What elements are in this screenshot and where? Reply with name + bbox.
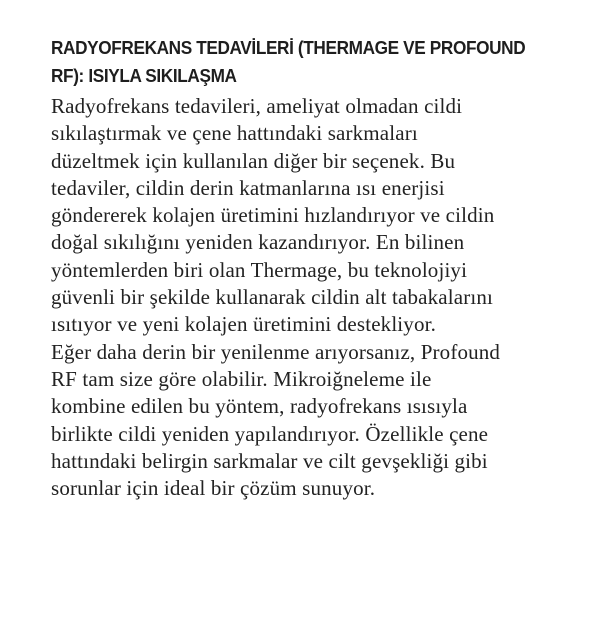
body-line: birlikte cildi yeniden yapılandırıyor. Özellikle çene	[51, 421, 489, 446]
heading-line-1: RADYOFREKANS TEDAVİLERİ (THERMAGE VE PROFOUND	[51, 37, 526, 58]
heading-line-2: RF): ISIYLA SIKILAŞMA	[51, 65, 237, 86]
body-line: kombine edilen bu yöntem, radyofrekans ısısıyla	[51, 394, 468, 419]
body-line: sıkılaştırmak ve çene hattındaki sarkmaları	[51, 121, 418, 146]
body-paragraph	[51, 93, 596, 502]
section-heading	[51, 34, 600, 90]
body-line: düzeltmek için kullanılan diğer bir seçenek. Bu	[51, 148, 456, 173]
body-line: sorunlar için ideal bir çözüm sunuyor.	[51, 476, 376, 501]
body-line: RF tam size göre olabilir. Mikroiğneleme ile	[51, 366, 432, 391]
body-line: ısıtıyor ve yeni kolajen üretimini destekliyor.	[51, 312, 436, 337]
body-line: hattındaki belirgin sarkmalar ve cilt gevşekliği gibi	[51, 448, 488, 473]
body-line: tedaviler, cildin derin katmanlarına ısı enerjisi	[51, 175, 445, 200]
body-line: doğal sıkılığını yeniden kazandırıyor. En bilinen	[51, 230, 465, 255]
body-line: yöntemlerden biri olan Thermage, bu teknolojiyi	[51, 257, 468, 282]
article	[51, 34, 596, 502]
body-line: Radyofrekans tedavileri, ameliyat olmadan cildi	[51, 94, 463, 118]
body-line: göndererek kolajen üretimini hızlandırıyor ve cildin	[51, 203, 495, 228]
body-line: güvenli bir şekilde kullanarak cildin alt tabakalarını	[51, 285, 493, 310]
body-line: Eğer daha derin bir yenilenme arıyorsanız, Profound	[51, 339, 501, 364]
